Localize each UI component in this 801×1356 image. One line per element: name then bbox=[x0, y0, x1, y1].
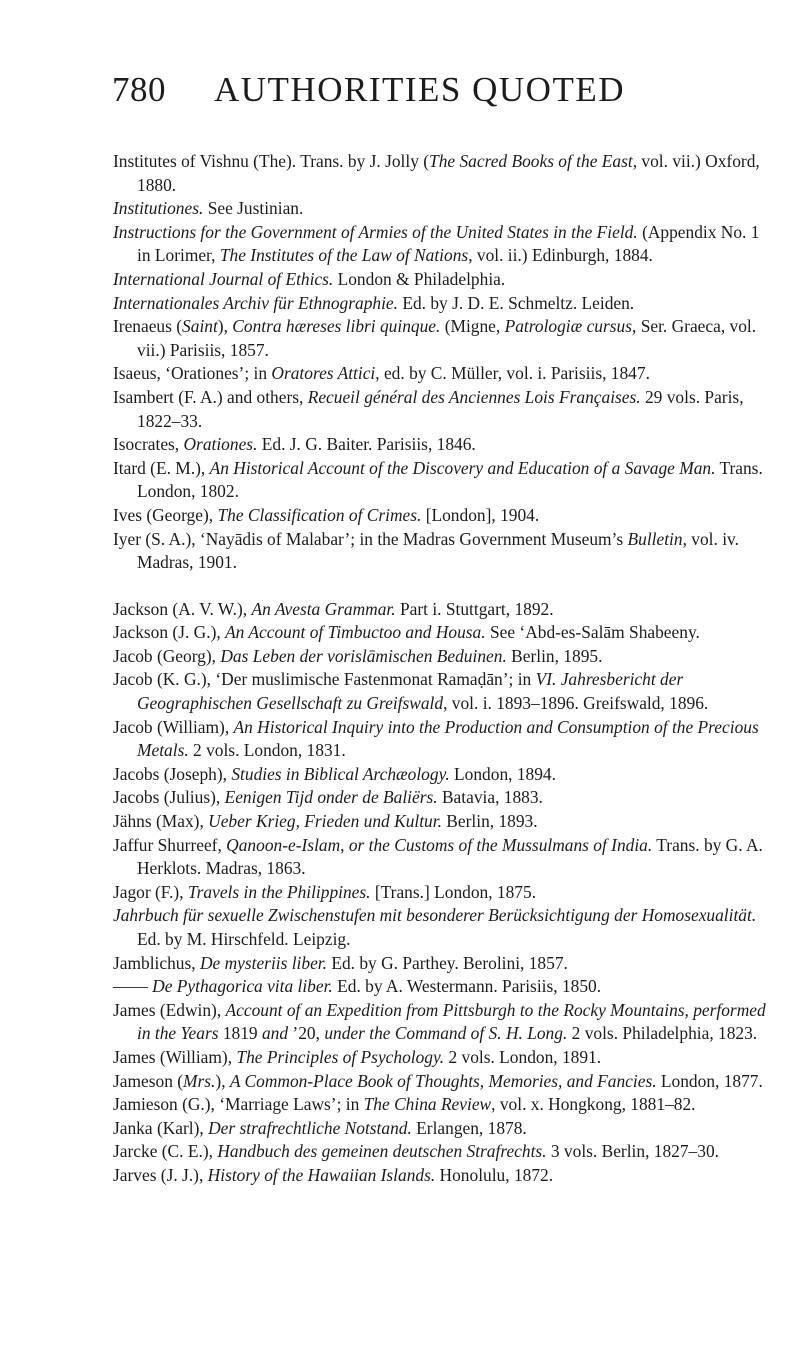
entry-text: [Trans.] London, 1875. bbox=[370, 881, 537, 902]
bibliography-entry bbox=[113, 975, 768, 999]
entry-title-text: De mysteriis liber. bbox=[199, 952, 327, 973]
entry-text: Jacob (K. G.), ‘Der muslimische Fastenmonat Ramaḍān’; in bbox=[113, 669, 536, 690]
entry-text: (Appendix No. 1 in Lorimer, bbox=[137, 221, 760, 266]
bibliography-entry bbox=[113, 1164, 768, 1188]
entry-text: Trans. by J. Jolly ( bbox=[296, 151, 430, 171]
entry-title-text: The Classification of Crimes. bbox=[217, 504, 422, 525]
entry-title-text: Handbuch des gemeinen deutschen Strafrechts. bbox=[217, 1141, 547, 1162]
entry-title-text: The Principles of Psychology. bbox=[236, 1046, 445, 1067]
entry-text: Part i. Stuttgart, 1892. bbox=[395, 598, 554, 619]
entry-title-text: under the Command of S. H. Long. bbox=[324, 1023, 568, 1044]
bibliography-entry bbox=[113, 810, 768, 834]
entry-text: —— bbox=[113, 976, 153, 997]
entry-text: , vol. ii.) Edinburgh, 1884. bbox=[468, 245, 653, 266]
entry-text: Isocrates, bbox=[113, 434, 184, 455]
bibliography-entry bbox=[113, 150, 768, 197]
entry-text: , vol. x. Hongkong, 1881–82. bbox=[491, 1094, 696, 1115]
entry-text: 1819 bbox=[218, 1023, 262, 1044]
entry-text: Jamieson (G.), ‘Marriage Laws’; in bbox=[113, 1094, 364, 1115]
entry-title-text: Eenigen Tijd onder de Baliërs. bbox=[224, 787, 438, 808]
entry-text: Ed. by G. Parthey. Berolini, 1857. bbox=[327, 952, 568, 973]
entry-text: Ed. J. G. Baiter. Parisiis, 1846. bbox=[257, 434, 476, 455]
bibliography-entry bbox=[113, 621, 768, 645]
entry-text: 2 vols. London, 1891. bbox=[444, 1046, 602, 1067]
entry-text: Janka (Karl), bbox=[113, 1117, 209, 1138]
entry-title-text: An Avesta Grammar. bbox=[251, 598, 396, 619]
entry-text: Jackson (J. G.), bbox=[113, 622, 226, 643]
entry-text: London, 1877. bbox=[656, 1070, 763, 1091]
entry-title-text: An Historical Inquiry into the Production and Consumption of the Precious Metals. bbox=[137, 716, 759, 761]
entry-title-text: Qanoon-e-Islam, or the Customs of the Mussulmans of India. bbox=[226, 834, 653, 855]
entry-title-text: Internationales Archiv für Ethnographie. bbox=[113, 292, 398, 313]
entry-title-text: De Pythagorica vita liber. bbox=[152, 976, 333, 997]
entry-text: , vol. i. 1893–1896. Greifswald, 1896. bbox=[443, 693, 709, 714]
bibliography-entry bbox=[113, 786, 768, 810]
entry-text: ), bbox=[217, 316, 233, 337]
entry-text: Jaffur Shurreef, bbox=[113, 834, 227, 855]
bibliography-entry bbox=[113, 1117, 768, 1141]
entry-text: Jacobs (Julius), bbox=[113, 787, 225, 808]
entry-title-text: Das Leben der vorislāmischen Beduinen. bbox=[220, 645, 507, 666]
entry-text: 3 vols. Berlin, 1827–30. bbox=[546, 1141, 719, 1162]
bibliography-entry bbox=[113, 952, 768, 976]
entry-text: Ed. by J. D. E. Schmeltz. Leiden. bbox=[397, 292, 635, 313]
entry-text: Jähns (Max), bbox=[113, 811, 209, 832]
entry-text: Isambert (F. A.) and others, bbox=[113, 386, 308, 407]
entry-text: Jagor (F.), bbox=[113, 881, 188, 902]
entry-text: 29 vols. Paris, 1822–33. bbox=[137, 386, 744, 431]
entry-title-text: Jahrbuch für sexuelle Zwischenstufen mit besonderer Berücksichtigung der Homosexualität. bbox=[113, 905, 757, 926]
bibliography-entry bbox=[113, 1093, 768, 1117]
entry-text: ), bbox=[215, 1070, 230, 1091]
entry-text: Jacob (Georg), bbox=[113, 645, 221, 666]
entry-title-text: Saint bbox=[182, 316, 218, 337]
entry-text: Berlin, 1893. bbox=[441, 811, 538, 832]
entry-title-text: Instructions for the Government of Armies of the United States in the Field. bbox=[113, 221, 638, 242]
entry-text: Jackson (A. V. W.), bbox=[113, 598, 252, 619]
entry-title-text: An Historical Account of the Discovery and Education of a Savage Man. bbox=[209, 457, 716, 478]
bibliography-entry bbox=[113, 904, 768, 951]
entry-text: Trans. London, 1802. bbox=[137, 457, 763, 502]
entry-text: , vol. iv. Madras, 1901. bbox=[137, 528, 739, 573]
entry-text: 2 vols. Philadelphia, 1823. bbox=[567, 1023, 758, 1044]
bibliography-entry bbox=[113, 386, 768, 433]
bibliography-entry bbox=[113, 1070, 768, 1094]
entry-text: , vol. vii.) Oxford, 1880. bbox=[137, 151, 760, 195]
bibliography-entry bbox=[113, 881, 768, 905]
entry-text: Ed. by M. Hirschfeld. Leipzig. bbox=[137, 929, 351, 949]
bibliography-entry bbox=[113, 528, 768, 575]
entry-text: James (William), bbox=[113, 1046, 237, 1067]
entry-title-text: Contra hæreses libri quinque. bbox=[232, 316, 441, 337]
page-header bbox=[0, 70, 801, 130]
entry-title-text: VI. Jahresbericht der Geographischen Gesellschaft zu Greifswald bbox=[137, 669, 684, 714]
bibliography-entry bbox=[113, 504, 768, 528]
entry-text: Jameson ( bbox=[113, 1070, 184, 1091]
entry-title-text: History of the Hawaiian Islands. bbox=[207, 1164, 436, 1185]
entry-text: See ‘Abd-es-Salām Shabeeny. bbox=[485, 622, 700, 643]
entry-text: , Ser. Graeca, vol. vii.) Parisiis, 1857. bbox=[137, 316, 757, 360]
entry-title-text: Mrs. bbox=[183, 1070, 216, 1091]
bibliography-entry bbox=[113, 763, 768, 787]
entry-title-text: The Sacred Books of the East bbox=[429, 151, 633, 171]
bibliography-entry bbox=[113, 1140, 768, 1164]
entry-text: ’20, bbox=[288, 1023, 325, 1044]
bibliography-entry bbox=[113, 645, 768, 669]
entry-text: Ed. by A. Westermann. Parisiis, 1850. bbox=[332, 976, 602, 997]
bibliography-entry bbox=[113, 362, 768, 386]
entry-text: Isaeus, ‘Orationes’; in bbox=[113, 363, 272, 384]
entry-title-text: International Journal of Ethics. bbox=[113, 268, 334, 289]
entry-text: , ed. by C. Müller, vol. i. Parisiis, 1847. bbox=[375, 363, 650, 384]
entry-title-text: Account of an Expedition from Pittsburgh to the Rocky Mountains, performed in the Years bbox=[137, 999, 766, 1044]
entry-text: 2 vols. London, 1831. bbox=[188, 740, 346, 761]
bibliography-entry bbox=[113, 268, 768, 292]
entry-text: Trans. by G. A. Herklots. Madras, 1863. bbox=[137, 834, 763, 879]
entry-text: Batavia, 1883. bbox=[437, 787, 543, 808]
page-number: 780 bbox=[112, 70, 166, 109]
entry-title-text: Institutiones. bbox=[113, 198, 204, 219]
bibliography-entry bbox=[113, 999, 768, 1046]
entry-text: Jamblichus, bbox=[113, 952, 200, 973]
running-head: AUTHORITIES QUOTED bbox=[214, 70, 625, 109]
entry-text: [London], 1904. bbox=[421, 504, 540, 525]
entry-title-text: Patrologiæ cursus bbox=[504, 316, 632, 337]
bibliography-entry bbox=[113, 315, 768, 362]
entry-title-text: An Account of Timbuctoo and Housa. bbox=[225, 622, 486, 643]
bibliography-entry bbox=[113, 292, 768, 316]
entry-text: Jacobs (Joseph), bbox=[113, 763, 232, 784]
entry-title-text: Recueil général des Anciennes Lois Françaises. bbox=[307, 386, 641, 407]
entry-text: See Justinian. bbox=[203, 198, 304, 219]
bibliography-entry bbox=[113, 834, 768, 881]
entry-title-text: Travels in the Philippines. bbox=[187, 881, 371, 902]
entry-title-text: Der strafrechtliche Notstand. bbox=[208, 1117, 412, 1138]
bibliography-entry bbox=[113, 221, 768, 268]
bibliography-entry bbox=[113, 457, 768, 504]
entry-title-text: Studies in Biblical Archæology. bbox=[231, 763, 450, 784]
entry-title-text: Oratores Attici bbox=[271, 363, 376, 384]
entry-text: Honolulu, 1872. bbox=[435, 1164, 554, 1185]
entry-title-text: Bulletin bbox=[627, 528, 683, 549]
entry-text: Erlangen, 1878. bbox=[411, 1117, 527, 1138]
entry-text: Itard (E. M.), bbox=[113, 457, 210, 478]
bibliography-entry bbox=[113, 598, 768, 622]
entry-title-text: A Common-Place Book of Thoughts, Memories, and Fancies. bbox=[229, 1070, 657, 1091]
entry-text: James (Edwin), bbox=[113, 999, 226, 1020]
entry-text: London, 1894. bbox=[449, 763, 556, 784]
entry-title-text: The Institutes of the Law of Nations bbox=[219, 245, 469, 266]
bibliography-entry bbox=[113, 433, 768, 457]
entry-text: London & Philadelphia. bbox=[333, 268, 506, 289]
entry-text: Jarcke (C. E.), bbox=[113, 1141, 218, 1162]
entry-text: Ives (George), bbox=[113, 504, 218, 525]
bibliography-entry bbox=[113, 197, 768, 221]
bibliography-entry bbox=[113, 668, 768, 715]
entry-text: Berlin, 1895. bbox=[506, 645, 603, 666]
bibliography-entry bbox=[113, 1046, 768, 1070]
entry-text: Irenaeus ( bbox=[113, 316, 183, 337]
entry-text: (Migne, bbox=[440, 316, 505, 337]
entry-title-text: The China Review bbox=[363, 1094, 492, 1115]
entry-text: Jarves (J. J.), bbox=[113, 1164, 208, 1185]
entry-text: Jacob (William), bbox=[113, 716, 234, 737]
entry-text: Institutes of Vishnu (The). bbox=[113, 151, 297, 171]
entry-title-text: Orationes. bbox=[183, 434, 258, 455]
entry-title-text: Ueber Krieg, Frieden und Kultur. bbox=[208, 811, 442, 832]
entry-title-text: and bbox=[261, 1023, 289, 1044]
bibliography-entry bbox=[113, 716, 768, 763]
bibliography-list bbox=[113, 150, 768, 1188]
entry-text: Iyer (S. A.), ‘Nayādis of Malabar’; in the Madras Government Museum’s bbox=[113, 528, 628, 549]
